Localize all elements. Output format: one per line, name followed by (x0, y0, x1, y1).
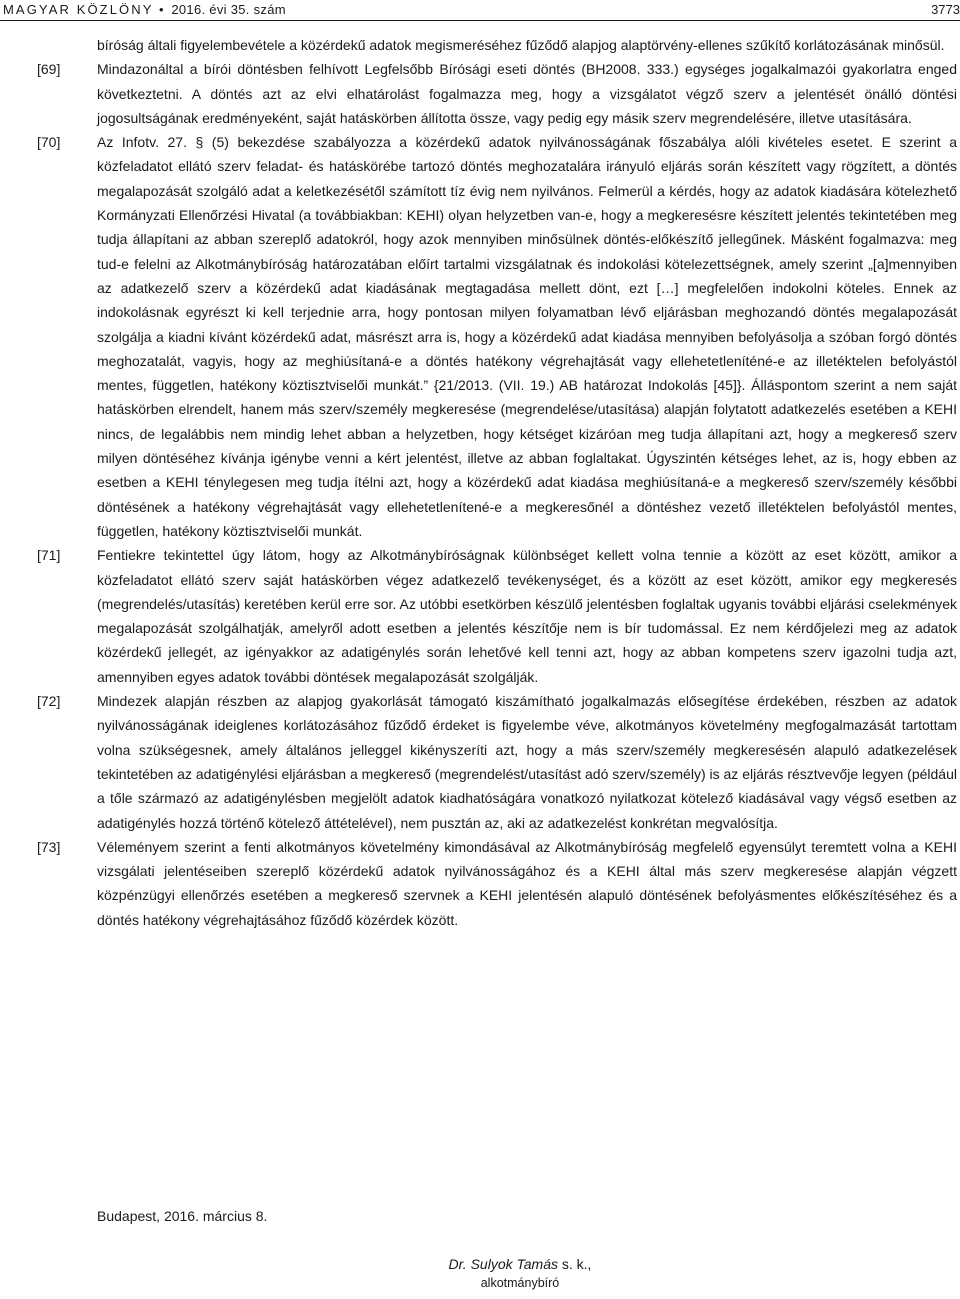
signature-block (415, 1255, 625, 1293)
paragraph-continuation (37, 33, 957, 57)
journal-title: MAGYAR KÖZLÖNY (3, 2, 154, 17)
paragraph-71 (37, 543, 957, 689)
paragraph-text: Az Infotv. 27. § (5) bekezdése szabályozza a közérdekű adatok nyilvánosságának főszabálya alóli kivételes esetet. E szerint a közfeladatot ellátó szerv feladat- és hatáskörébe tartozó döntés meghozatalára irányuló eljárás során készített vagy rögzített, a döntés megalapozását szolgáló adat a keletkezésétől számított tíz évig nem nyilvános. Felmerül a kérdés, hogy az adatok kiadására kötelezhető Kormányzati Ellenőrzési Hivatal (a továbbiakban: KEHI) olyan helyzetben van-e, hogy a megkeresésre készített jelentés tekintetében meg tudja állapítani az abban szereplő adatokról, hogy azok mennyiben minősülnek döntés-előkészítő jellegűnek. Másként fogalmazva: meg tud-e felelni az Alkotmánybíróság határozatában előírt tartalmi vizsgálatnak és indokolási kötelezettségnek, amely szerint „[a]mennyiben az adatkezelő szerv a közérdekű adat kiadásának megtagadása mellett dönt, ezt […] megfelelően indokolni köteles. Ennek az indokolásnak egyrészt ki kell terjednie arra, hogy pontosan milyen folyamatban lévő eljárásban meghozandó döntés megalapozását szolgálja a kiadni kívánt közérdekű adat, másrészt arra is, hogy a közérdekű adat kiadása mennyiben befolyásolja a szóban forgó döntés meghozatalát, vagyis, hogy az meghiúsítaná-e a döntés hatékony végrehajtását vagy ellehetetleníténé-e az illetéktelen befolyástól mentes, független, hatékony köztisztviselői munkát.” {21/2013. (VII. 19.) AB határozat Indokolás [45]}. Álláspontom szerint a nem saját hatáskörben elrendelt, hanem más szerv/személy megkeresése (megrendelése/utasítása) alapján folytatott adatkezelés esetében a KEHI nincs, de legalábbis nem mindig lehet abban a helyzetben, hogy kétséget kizáróan meg tudja állapítani azt, hogy a megkereső szerv milyen döntéséhez kívánja igénybe venni a kért jelentést, illetve az abban foglaltakat. Úgyszintén kétséges lehet, az is, hogy ebben az esetben a KEHI ténylegesen meg tudja ítélni azt, hogy a közérdekű adat kiadása meghiúsítaná-e a megkereső szerv/személy későbbi döntésének a hatékony végrehajtását vagy ellehetetlenítené-e a megkeresőnél a döntéshez vezető illetéktelen befolyástól mentes, független, hatékony köztisztviselői munkát. (97, 134, 957, 539)
page-number: 3773 (931, 2, 960, 17)
paragraph-number: [73] (37, 838, 61, 855)
paragraph-number: [72] (37, 693, 61, 710)
page-header (0, 0, 960, 22)
paragraph-number: [71] (37, 547, 61, 564)
paragraph-text: bíróság általi figyelembevétele a közérdekű adatok megismeréséhez fűződő alapjog alaptörvény-ellenes szűkítő korlátozásának minősül. (97, 37, 945, 53)
paragraph-69 (37, 57, 957, 130)
document-body (37, 33, 957, 932)
header-divider (0, 20, 960, 21)
paragraph-text: Fentiekre tekintettel úgy látom, hogy az Alkotmánybíróságnak különbséget kellett volna tennie a között az eset között, amikor a közfeladatot ellátó szerv saját hatáskörben végez adatkezelő tevékenységet, és a között az eset között, amikor egy megkeresés (megrendelés/utasítás) keretében kerül erre sor. Az utóbbi esetkörben készülő jelentésben foglaltak ugyanis további eljárási cselekmények megalapozását szolgálhatják, amelyről adott esetben a jelentés készítője nem is bír tudomással. Ez nem kérdőjelezi meg az adatok közérdekű jellegét, az igényakkor az adatigénylés során lehetővé kell tenni azt, hogy az abban kompetens szerv igazolni tudja azt, amennyiben egyes adatok további döntések megalapozását szolgálják. (97, 547, 957, 685)
paragraph-73 (37, 835, 957, 932)
issue-label: 2016. évi 35. szám (171, 2, 286, 17)
paragraph-72 (37, 689, 957, 835)
paragraph-text: Mindezek alapján részben az alapjog gyakorlását támogató kiszámítható jogalkalmazás elősegítése érdekében, részben az adatok nyilvánosságának ideiglenes korlátozásához fűződő érdeket is figyelembe véve, alkotmányos követelmény megfogalmazását tartottam volna szükségesnek, amely általános jelleggel kikényszeríti azt, hogy a más szerv/személy megkeresésén alapuló adatkezelések tekintetében az adatigénylési eljárásban a megkereső (megrendelést/utasítást adó szerv/személy) is az eljárás résztvevője legyen (például a tőle származó az adatigénylésben megjelölt adatok kiadhatóságára vonatkozó nyilatkozat kötelező kiadásával vagy végső esetben az adatigénylés hozzá történő kötelező áttételével), nem pusztán az, aki az adatkezelést konkrétan megvalósítja. (97, 693, 957, 831)
place-and-date: Budapest, 2016. március 8. (97, 1208, 268, 1224)
paragraph-text: Mindazonáltal a bírói döntésben felhívott Legfelsőbb Bírósági eseti döntés (BH2008. 333.) egységes jogalkalmazói gyakorlatra enged következtetni. A döntés azt az elvi elhatárolást fogalmazza meg, hogy a vizsgálatot végző szerv a jelentését önálló döntési jogosultságának eredményeként, saját hatáskörben állította össze, vagy pedig egy másik szerv megrendelésére, illetve utasítására. (97, 61, 957, 126)
signer-role: alkotmánybíró (480, 1276, 560, 1290)
paragraph-number: [69] (37, 61, 61, 78)
signer-name: Dr. Sulyok Tamás (448, 1256, 558, 1272)
journal-title-line: MAGYAR KÖZLÖNY • 2016. évi 35. szám (3, 2, 286, 17)
signer-suffix: s. k., (558, 1256, 592, 1272)
paragraph-text: Véleményem szerint a fenti alkotmányos követelmény kimondásával az Alkotmánybíróság megfelelő egyensúlyt teremtett volna a KEHI vizsgálati jelentéseiben szereplő közérdekű adatok nyilvánosságához és a KEHI által más szerv megkeresése alapján végzett közpénzügyi ellenőrzés esetében a megkereső szervnek a KEHI jelentésén alapuló döntésének befolyásmentes előkészítéséhez és a döntés hatékony végrehajtásához fűződő közérdek között. (97, 838, 957, 928)
paragraph-number: [70] (37, 134, 61, 151)
paragraph-70 (37, 130, 957, 543)
signer-line (415, 1255, 625, 1274)
